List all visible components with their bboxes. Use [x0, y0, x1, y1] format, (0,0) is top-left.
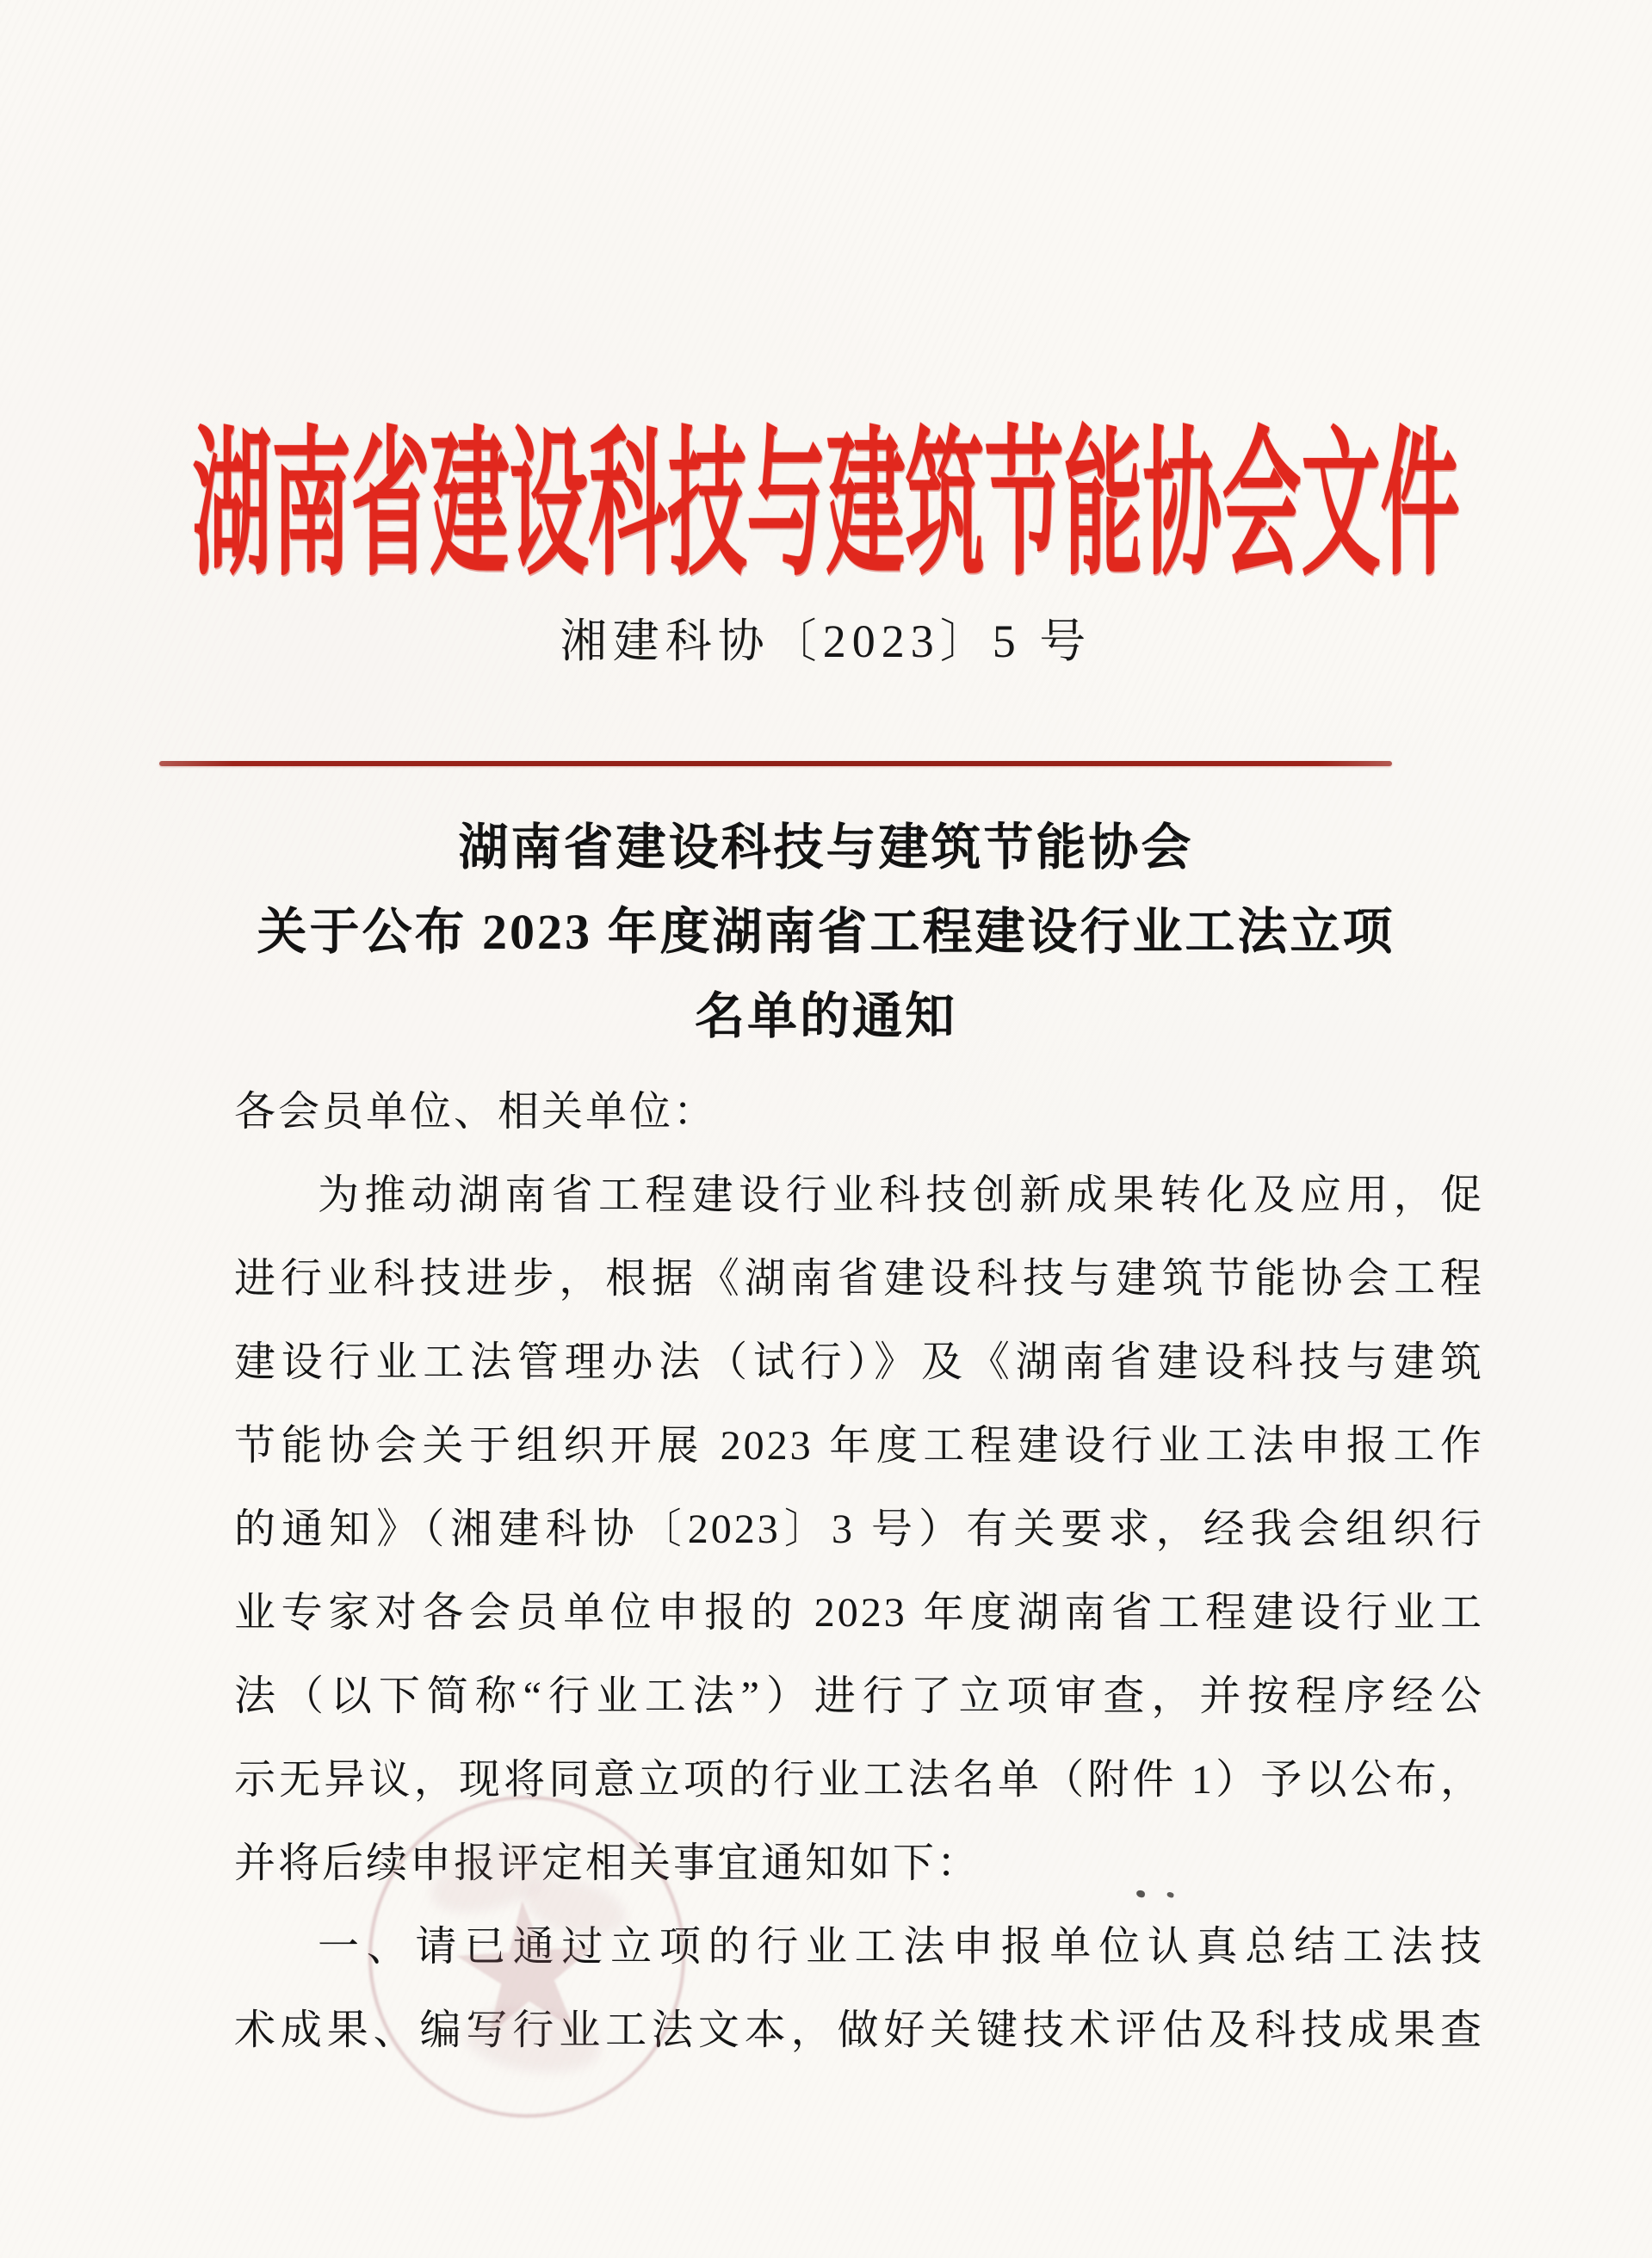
body-line: 术成果、编写行业工法文本，做好关键技术评估及科技成果查	[234, 2007, 1484, 2053]
body-line: 进行业科技进步，根据《湖南省建设科技与建筑节能协会工程	[234, 1256, 1484, 1302]
red-divider-line	[159, 761, 1392, 766]
body-line: 的通知》（湘建科协〔2023〕3 号）有关要求，经我会组织行	[234, 1506, 1484, 1552]
title-line-2: 关于公布 2023 年度湖南省工程建设行业工法立项	[257, 904, 1395, 960]
seal-star-icon: ★	[438, 1858, 616, 2081]
body-line: 节能协会关于组织开展 2023 年度工程建设行业工法申报工作	[234, 1423, 1484, 1469]
body-line: 一、请已通过立项的行业工法申报单位认真总结工法技	[318, 1924, 1484, 1970]
body-line: 为推动湖南省工程建设行业科技创新成果转化及应用，促	[318, 1172, 1484, 1218]
body-text	[234, 1070, 1484, 2081]
title-line-3: 名单的通知	[694, 988, 957, 1044]
body-line: 建设行业工法管理办法（试行）》及《湖南省建设科技与建筑	[234, 1339, 1484, 1385]
body-line: 业专家对各会员单位申报的 2023 年度湖南省工程建设行业工	[234, 1590, 1484, 1636]
document-number: 湘建科协〔2023〕5 号	[560, 616, 1092, 667]
body-line: 并将后续申报评定相关事宜通知如下：	[234, 1840, 981, 1886]
title-line-1: 湖南省建设科技与建筑节能协会	[458, 820, 1194, 875]
letterhead-title: 湖南省建设科技与建筑节能协会文件	[192, 417, 1460, 595]
body-line: 法（以下简称“行业工法”）进行了立项审查，并按程序经公	[234, 1673, 1484, 1719]
body-line: 示无异议，现将同意立项的行业工法名单（附件 1）予以公布，	[234, 1757, 1484, 1803]
document-title	[0, 806, 1652, 1059]
salutation-line: 各会员单位、相关单位：	[234, 1089, 718, 1135]
